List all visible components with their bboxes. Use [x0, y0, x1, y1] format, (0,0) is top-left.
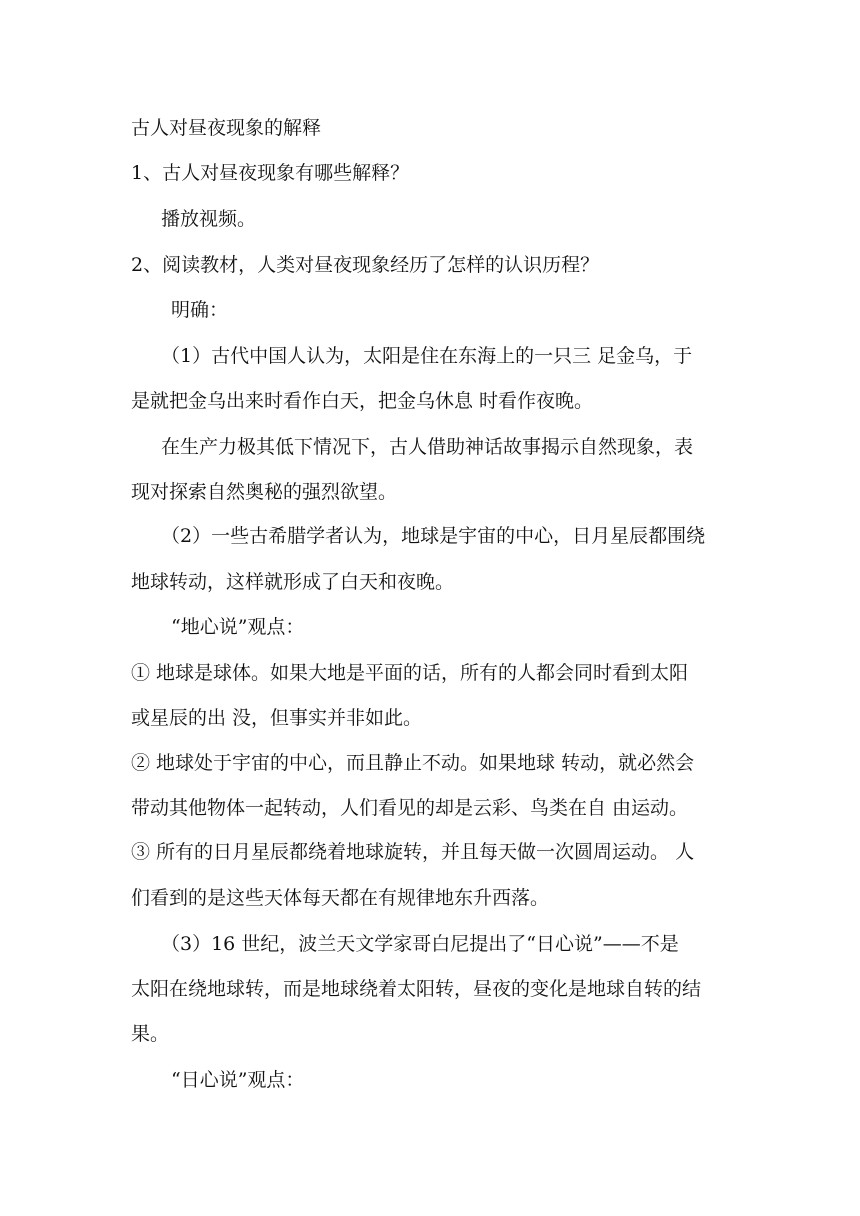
- geocentric-point-3-line-1: ③ 所有的日月星辰都绕着地球旋转，并且每天做一次圆周运动。 人: [131, 841, 695, 863]
- play-video-text: 播放视频。: [161, 208, 257, 230]
- geocentric-point-2-line-2: 带动其他物体一起转动，人们看见的却是云彩、鸟类在自 由运动。: [131, 797, 689, 819]
- geocentric-heading: “地心说”观点：: [171, 616, 305, 638]
- paragraph-4-line-1: （3）16 世纪，波兰天文学家哥白尼提出了“日心说”——不是: [161, 933, 679, 955]
- geocentric-point-3-line-2: 们看到的是这些天体每天都在有规律地东升西落。: [131, 887, 550, 909]
- paragraph-3-line-2: 地球转动，这样就形成了白天和夜晚。: [131, 571, 455, 593]
- document-title: 古人对昼夜现象的解释: [131, 117, 322, 139]
- clarify-label: 明确：: [171, 299, 229, 321]
- heliocentric-heading: “日心说”观点：: [171, 1069, 305, 1091]
- geocentric-point-1-line-1: ① 地球是球体。如果大地是平面的话，所有的人都会同时看到太阳: [131, 662, 689, 684]
- geocentric-point-2-line-1: ② 地球处于宇宙的中心，而且静止不动。如果地球 转动，就必然会: [131, 752, 695, 774]
- paragraph-3-line-1: （2）一些古希腊学者认为，地球是宇宙的中心，日月星辰都围绕: [161, 525, 706, 547]
- paragraph-4-line-2: 太阳在绕地球转，而是地球绕着太阳转，昼夜的变化是地球自转的结: [131, 978, 702, 1000]
- question-1: 1、古人对昼夜现象有哪些解释？: [131, 162, 410, 184]
- geocentric-point-1-line-2: 或星辰的出 没，但事实并非如此。: [131, 707, 423, 729]
- paragraph-4-line-3: 果。: [131, 1023, 170, 1045]
- paragraph-2-line-2: 现对探索自然奥秘的强烈欲望。: [131, 481, 398, 503]
- question-2: 2、阅读教材，人类对昼夜现象经历了怎样的认识历程？: [131, 254, 600, 276]
- paragraph-1-line-2: 是就把金乌出来时看作白天，把金乌休息 时看作夜晚。: [131, 390, 594, 412]
- paragraph-1-line-1: （1）古代中国人认为，太阳是住在东海上的一只三 足金乌，于: [161, 345, 693, 367]
- paragraph-2-line-1: 在生产力极其低下情况下，古人借助神话故事揭示自然现象，表: [161, 436, 694, 458]
